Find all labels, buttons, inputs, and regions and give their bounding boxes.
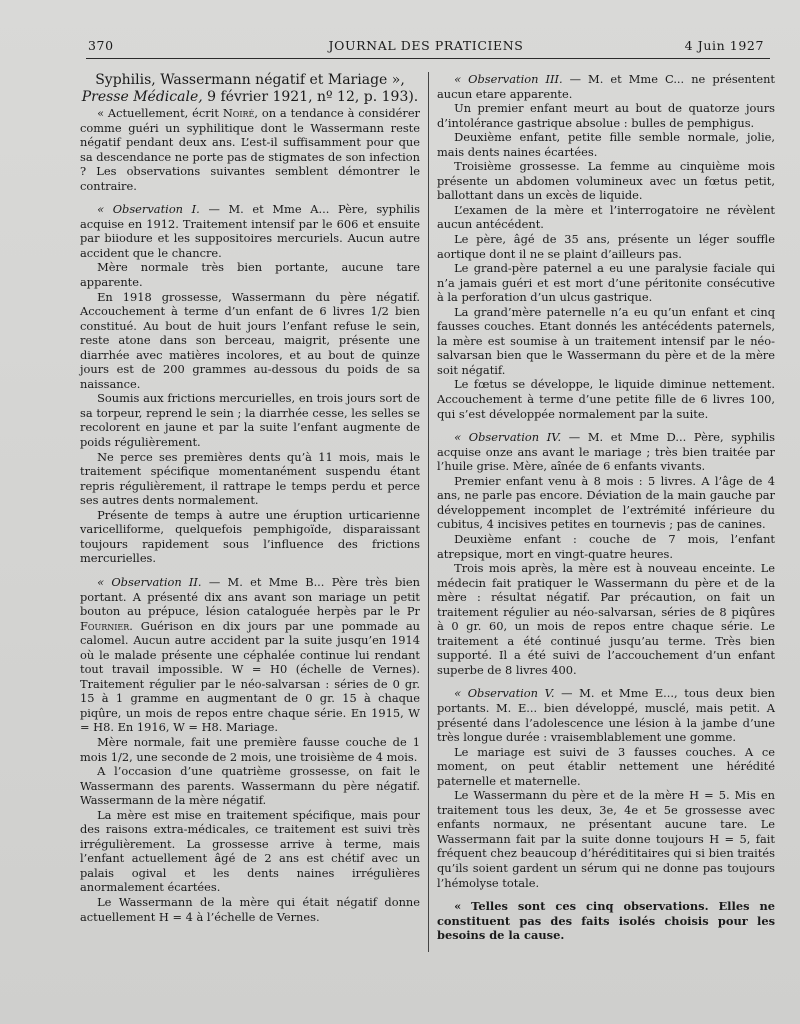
- obs1-paragraph: Mère normale très bien portante, aucune tare apparente.: [80, 260, 420, 290]
- obs3-paragraph: « Observation III. — M. et Mme C... ne présentent aucun etare apparente.: [437, 72, 775, 101]
- intro-paragraph: « Actuellement, écrit Noiré, on a tendance à considérer comme guéri un syphilitique dont le Wassermann reste négatif pendant deux ans. L’est-il suffisamment pour que sa descendance ne porte pas de stigmates de son infection ? Les observations suivantes semblent démontrer le contraire.: [80, 106, 421, 193]
- obs1-label: « Observation I.: [97, 202, 200, 217]
- obs2-paragraph: La mère est mise en traitement spécifique, mais pour des raisons extra-médicales, ce traitement est suivi très irrégulièrement. La grossesse arrive à terme, mais l’enfant actuellement âgé de 2 ans est chétif avec un palais ogival et les dents naines irrégulières anormalement écartées.: [80, 807, 420, 895]
- page-number: 370: [88, 38, 114, 53]
- obs5-paragraph: « Observation V. — M. et Mme E..., tous deux bien portants. M. E... bien développé, musclé, mais petit. A présenté dans l’adolescence une lésion à la jambe d’une très longue durée : vraisemblablement une gomme.: [437, 686, 775, 745]
- left-column: [80, 72, 420, 924]
- header-rule: [86, 58, 770, 59]
- obs5-paragraph: Le Wassermann du père et de la mère H = 5. Mis en traitement tous les deux, 3e, 4e et 5e grossesse avec enfants normaux, ne présentant aucune tare. Le Wassermann fait par la suite donne toujours H = 5, fait fréquent chez beaucoup d’hérédititaires qui si bien traités qu’ils soient gardent un sérum qui ne donne pas toujours l’hémolyse totale.: [437, 788, 775, 890]
- obs2-paragraph: A l’occasion d’une quatrième grossesse, on fait le Wassermann des parents. Wassermann du père négatif. Wassermann de la mère négatif.: [80, 764, 420, 808]
- obs5-label: « Observation V.: [454, 686, 555, 701]
- obs3-paragraph: L’examen de la mère et l’interrogatoire ne révèlent aucun antécédent.: [437, 202, 775, 232]
- obs1-paragraph: Soumis aux frictions mercurielles, en trois jours sort de sa torpeur, reprend le sein ; la diarrhée cesse, les selles se recolorent en jaune et par la suite l’enfant augmente de poids régulièrement.: [80, 391, 420, 450]
- author-fournier: Fournier: [80, 618, 130, 633]
- obs3-label: « Observation III.: [454, 72, 563, 86]
- article-title: [80, 72, 420, 106]
- closing-paragraph: « Telles sont ces cinq observations. Elles ne constituent pas des faits isolés choisis pour les besoins de la cause.: [437, 899, 775, 943]
- journal-title: JOURNAL DES PRATICIENS: [328, 38, 524, 53]
- obs1-paragraph: Ne perce ses premières dents qu’à 11 mois, mais le traitement spécifique momentanément suspendu étant repris régulièrement, il rattrape le temps perdu et perce ses autres dents normalement.: [80, 449, 420, 508]
- page-header: [88, 38, 764, 58]
- title-line: Syphilis, Wassermann négatif et Mariage »,: [95, 72, 405, 88]
- obs3-paragraph: Le grand-père paternel a eu une paralysie faciale qui n’a jamais guéri et est mort d’une péritonite consécutive à la perforation d’un ulcus gastrique.: [437, 261, 775, 305]
- obs1-paragraph: En 1918 grossesse, Wassermann du père négatif. Accouchement à terme d’un enfant de 6 livres 1/2 bien constitué. Au bout de huit jours l’enfant refuse le sein, reste atone dans son berceau, maigrit, présente une diarrhée avec matières incolores, et au bout de quinze jours est de 200 grammes au-dessous du poids de sa naissance.: [80, 289, 420, 391]
- obs2-paragraph: Le Wassermann de la mère qui était négatif donne actuellement H = 4 à l’échelle de Vernes.: [80, 894, 420, 924]
- title-citation: 9 février 1921, nº 12, p. 193).: [202, 89, 419, 105]
- obs4-paragraph: Trois mois après, la mère est à nouveau enceinte. Le médecin fait pratiquer le Wassermann du père et de la mère : résultat négatif. Par précaution, on fait un traitement régulier au néo-salvarsan, séries de 8 piqûres à 0 gr. 60, un mois de repos entre chaque série. Le traitement a été continué jusqu’au terme. Très bien supporté. Il a été suivi de l’accouchement d’un enfant superbe de 8 livres 400.: [437, 561, 775, 677]
- right-column: [437, 72, 775, 943]
- obs3-paragraph: Le fœtus se développe, le liquide diminue nettement. Accouchement à terme d’une petite fille de 6 livres 100, qui s’est développée normalement par la suite.: [437, 377, 775, 421]
- obs4-label: « Observation IV.: [454, 430, 562, 445]
- obs4-paragraph: Deuxième enfant : couche de 7 mois, l’enfant atrepsique, mort en vingt-quatre heures.: [437, 531, 775, 561]
- obs3-paragraph: Un premier enfant meurt au bout de quatorze jours d’intolérance gastrique absolue : bulles de pemphigus.: [437, 101, 775, 130]
- obs1-paragraph: « Observation I. — M. et Mme A... Père, syphilis acquise en 1912. Traitement intensif par le 606 et ensuite par biiodure et les suppositoires mercuriels. Aucun autre accident que le chancre.: [80, 202, 421, 260]
- obs3-paragraph: La grand’mère paternelle n’a eu qu’un enfant et cinq fausses couches. Etant donnés les antécédents paternels, la mère est soumise à un traitement intensif par le néo-salvarsan bien que le Wassermann du père et de la mère soit négatif.: [437, 304, 775, 377]
- obs4-paragraph: Premier enfant venu à 8 mois : 5 livres. A l’âge de 4 ans, ne parle pas encore. Déviation de la main gauche par développement incomplet de l’extrémité inférieure du cubitus, 4 incisives petites en tournevis ; pas de canines.: [437, 473, 775, 532]
- obs5-paragraph: Le mariage est suivi de 3 fausses couches. A ce moment, on peut établir nettement une hérédité paternelle et maternelle.: [437, 744, 775, 788]
- obs2-paragraph: « Observation II. — M. et Mme B... Père très bien portant. A présenté dix ans avant son mariage un petit bouton au prépuce, lésion cataloguée herpès par le Pr Fournier. Guérison en dix jours par une pommade au calomel. Aucun autre accident par la suite jusqu’en 1914 où le malade présente une céphalée continue lui rendant tout travail impossible. W = H0 (échelle de Vernes). Traitement régulier par le néo-salvarsan : séries de 0 gr. 15 à 1 gramme en augmentant de 0 gr. 15 à chaque piqûre, un mois de repos entre chaque série. En 1915, W = H8. En 1916, W = H8. Mariage.: [80, 574, 420, 735]
- column-divider: [428, 72, 429, 952]
- obs3-paragraph: Le père, âgé de 35 ans, présente un léger souffle aortique dont il ne se plaint d’ailleurs pas.: [437, 232, 775, 261]
- author-noire: Noiré: [222, 106, 255, 120]
- obs1-paragraph: Présente de temps à autre une éruption urticarienne varicelliforme, quelquefois pemphigoïde, disparaissant toujours rapidement sous l’influence des frictions mercurielles.: [80, 507, 420, 566]
- issue-date: 4 Juin 1927: [684, 38, 764, 53]
- obs3-paragraph: Troisième grossesse. La femme au cinquième mois présente un abdomen volumineux avec un fœtus petit, ballottant dans un excès de liquide.: [437, 159, 775, 203]
- title-press: Presse Médicale,: [81, 89, 203, 105]
- obs2-label: « Observation II.: [97, 574, 202, 589]
- obs2-paragraph: Mère normale, fait une première fausse couche de 1 mois 1/2, une seconde de 2 mois, une troisième de 4 mois.: [80, 734, 420, 764]
- obs3-paragraph: Deuxième enfant, petite fille semble normale, jolie, mais dents naines écartées.: [437, 130, 775, 159]
- obs4-paragraph: « Observation IV. — M. et Mme D... Père, syphilis acquise onze ans avant le mariage ; très bien traitée par l’huile grise. Mère, aînée de 6 enfants vivants.: [437, 430, 775, 474]
